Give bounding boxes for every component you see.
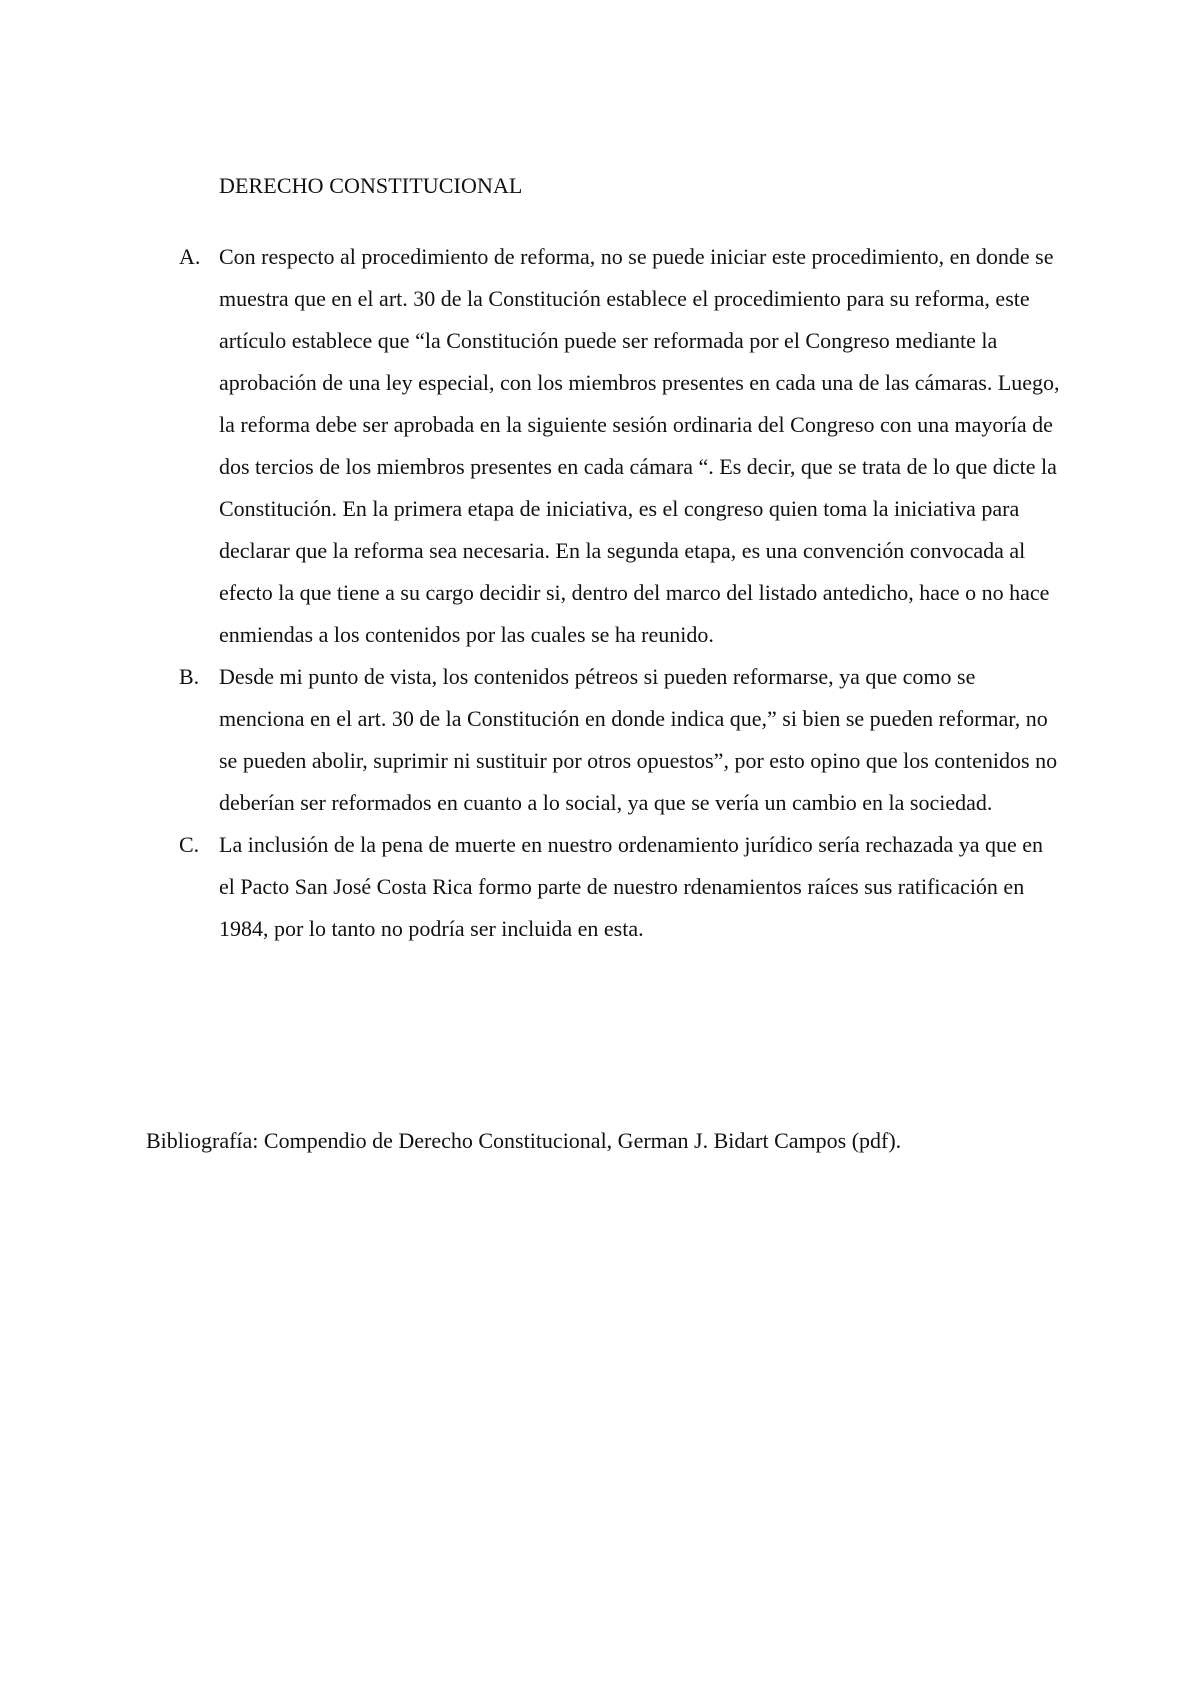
- document-title: DERECHO CONSTITUCIONAL: [219, 173, 523, 198]
- list-item-a: [179, 236, 1061, 656]
- list-marker: C.: [179, 832, 200, 857]
- bibliography: Bibliografía: Compendio de Derecho Constitucional, German J. Bidart Campos (pdf).: [146, 1128, 902, 1153]
- list-marker: B.: [179, 664, 200, 689]
- list-item-b: [179, 656, 1061, 824]
- list-item-c: [179, 824, 1061, 950]
- answer-list: [179, 236, 1061, 950]
- list-item-text: Con respecto al procedimiento de reforma, no se puede iniciar este procedimiento, en donde se muestra que en el art. 30 de la Constitución establece el procedimiento para su reforma, este artículo establece que “la Constitución puede ser reformada por el Congreso mediante la aprobación de una ley especial, con los miembros presentes en cada una de las cámaras. Luego, la reforma debe ser aprobada en la siguiente sesión ordinaria del Congreso con una mayoría de dos tercios de los miembros presentes en cada cámara “. Es decir, que se trata de lo que dicte la Constitución. En la primera etapa de iniciativa, es el congreso quien toma la iniciativa para declarar que la reforma sea necesaria. En la segunda etapa, es una convención convocada al efecto la que tiene a su cargo decidir si, dentro del marco del listado antedicho, hace o no hace enmiendas a los contenidos por las cuales se ha reunido.: [219, 244, 1060, 647]
- list-item-text: Desde mi punto de vista, los contenidos pétreos si pueden reformarse, ya que como se menciona en el art. 30 de la Constitución en donde indica que,” si bien se pueden reformar, no se pueden abolir, suprimir ni sustituir por otros opuestos”, por esto opino que los contenidos no deberían ser reformados en cuanto a lo social, ya que se vería un cambio en la sociedad.: [219, 664, 1058, 815]
- list-marker: A.: [179, 244, 201, 269]
- list-item-text: La inclusión de la pena de muerte en nuestro ordenamiento jurídico sería rechazada ya que en el Pacto San José Costa Rica formo parte de nuestro rdenamientos raíces sus ratificación en 1984, por lo tanto no podría ser incluida en esta.: [219, 832, 1044, 941]
